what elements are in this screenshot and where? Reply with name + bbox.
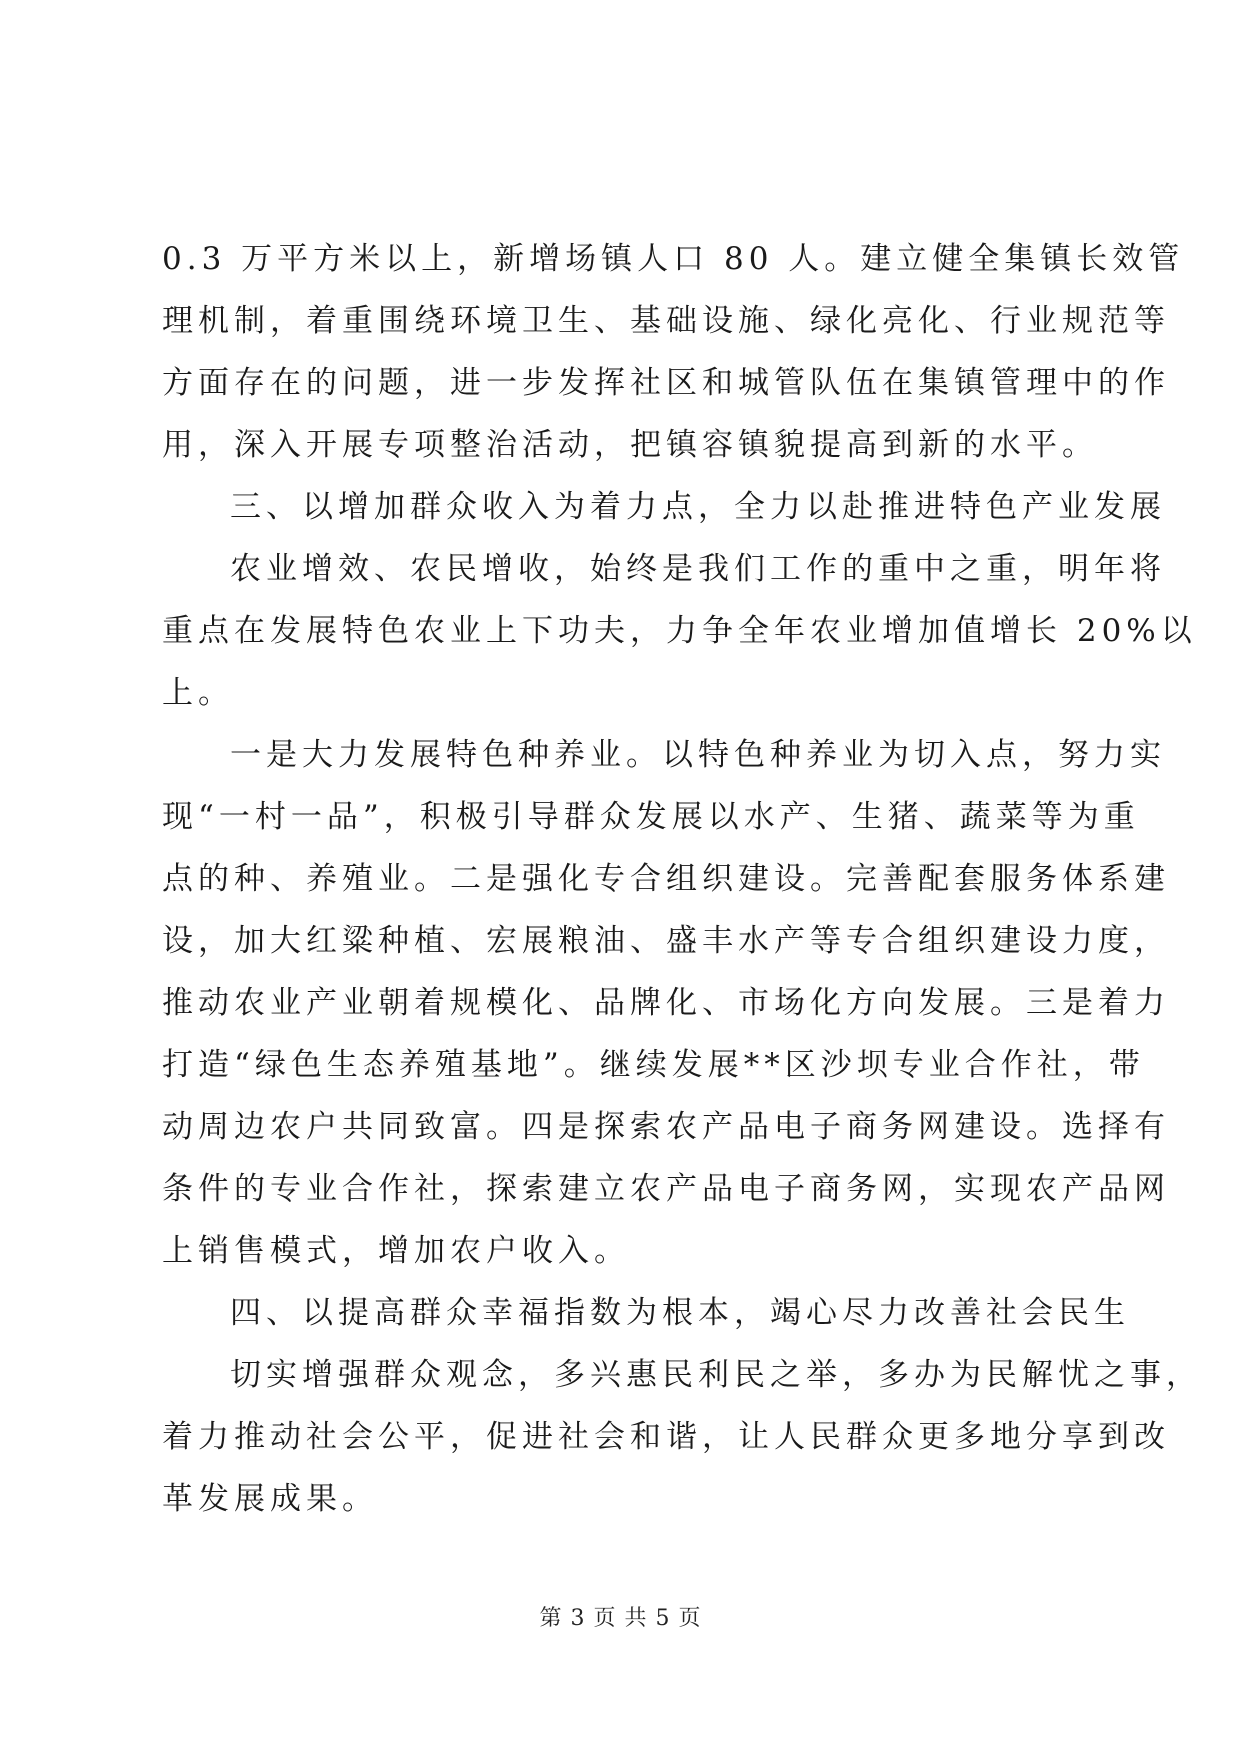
text-line: 条件的专业合作社，探索建立农产品电子商务网，实现农产品网: [162, 1171, 1170, 1207]
text-line: 打造“绿色生态养殖基地”。继续发展**区沙坝专业合作社，带: [162, 1047, 1145, 1083]
text-line: 一是大力发展特色种养业。以特色种养业为切入点，努力实: [230, 737, 1166, 773]
text-line: 着力推动社会公平，促进社会和谐，让人民群众更多地分享到改: [162, 1419, 1170, 1455]
document-body: [162, 228, 1202, 1530]
page-number-footer: 第 3 页 共 5 页: [539, 1606, 702, 1631]
text-line: 革发展成果。: [162, 1481, 378, 1517]
text-line: 切实增强群众观念，多兴惠民利民之举，多办为民解忧之事，: [230, 1357, 1202, 1393]
section-heading-3: 三、以增加群众收入为着力点，全力以赴推进特色产业发展: [230, 489, 1166, 525]
text-line: 设，加大红粱种植、宏展粮油、盛丰水产等专合组织建设力度，: [162, 923, 1170, 959]
text-line: 农业增效、农民增收，始终是我们工作的重中之重，明年将: [230, 551, 1166, 587]
text-line: 重点在发展特色农业上下功夫，力争全年农业增加值增长 20%以: [162, 613, 1197, 649]
text-line: 理机制，着重围绕环境卫生、基础设施、绿化亮化、行业规范等: [162, 303, 1170, 339]
text-line: 方面存在的问题，进一步发挥社区和城管队伍在集镇管理中的作: [162, 365, 1170, 401]
text-line: 点的种、养殖业。二是强化专合组织建设。完善配套服务体系建: [162, 861, 1170, 897]
section-heading-4: 四、以提高群众幸福指数为根本，竭心尽力改善社会民生: [230, 1295, 1130, 1331]
text-line: 上。: [162, 675, 234, 711]
text-line: 用，深入开展专项整治活动，把镇容镇貌提高到新的水平。: [162, 427, 1098, 463]
text-line: 推动农业产业朝着规模化、品牌化、市场化方向发展。三是着力: [162, 985, 1170, 1021]
text-line: 0.3 万平方米以上，新增场镇人口 80 人。建立健全集镇长效管: [162, 241, 1185, 277]
text-line: 上销售模式，增加农户收入。: [162, 1233, 630, 1269]
text-line: 动周边农户共同致富。四是探索农产品电子商务网建设。选择有: [162, 1109, 1170, 1145]
text-line: 现“一村一品”，积极引导群众发展以水产、生猪、蔬菜等为重: [162, 799, 1140, 835]
